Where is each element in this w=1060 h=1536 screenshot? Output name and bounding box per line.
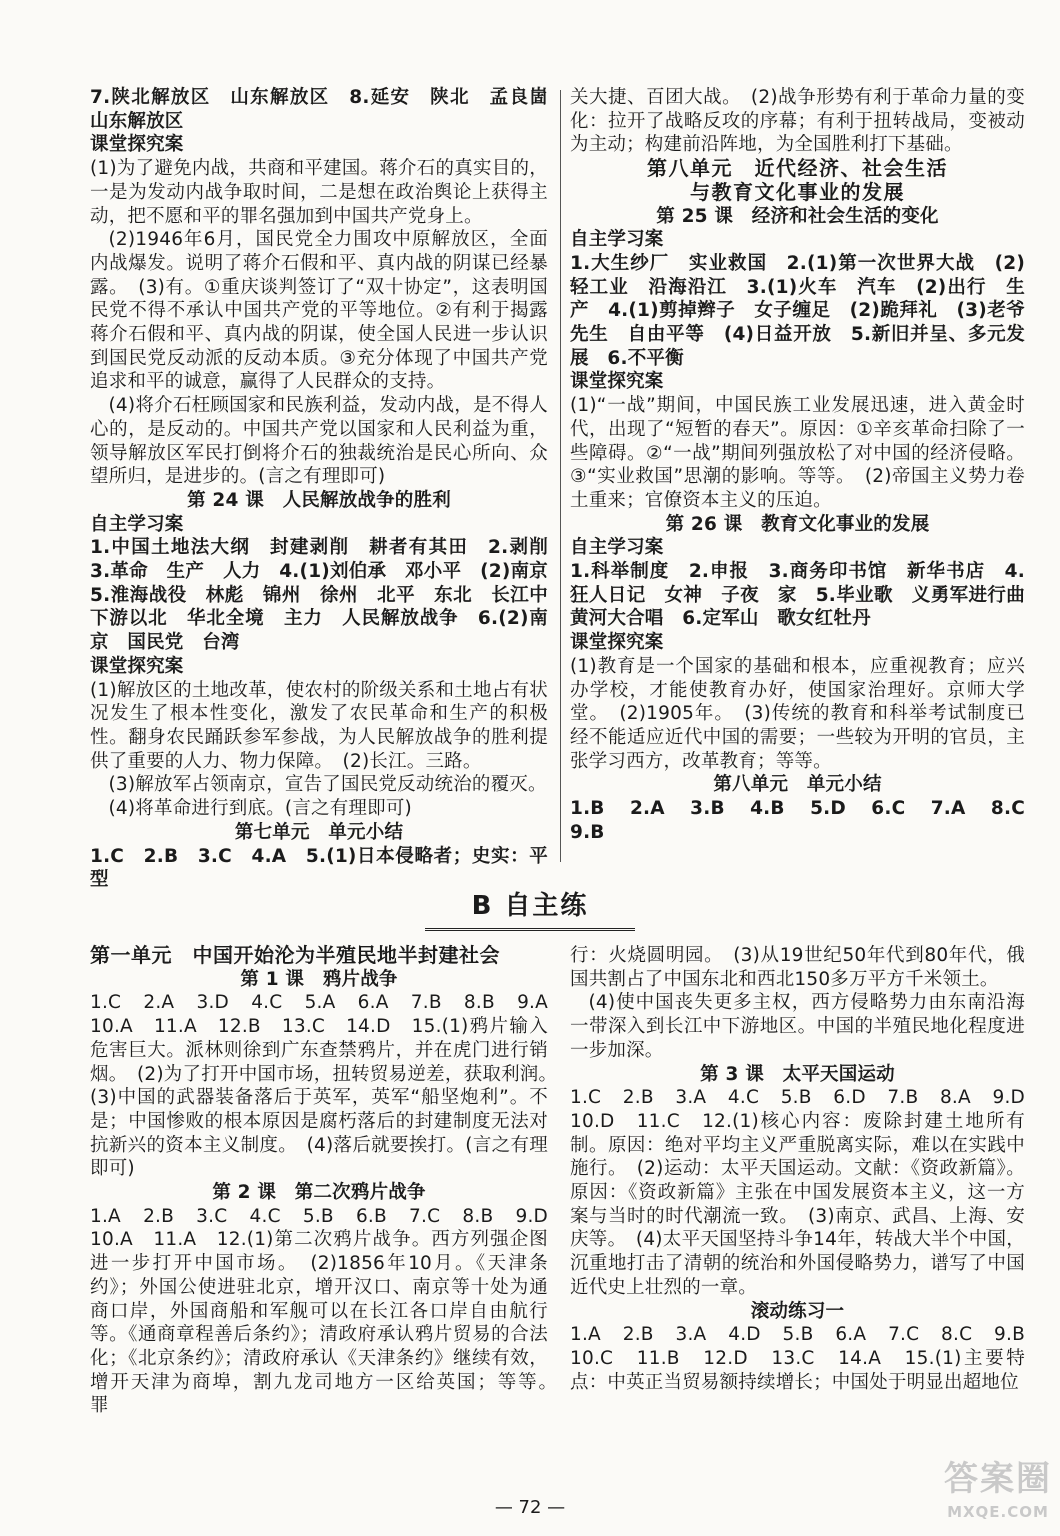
answer-paragraph: 关大捷、百团大战。 (2)战争形势有利于革命力量的变化：拉开了战略反攻的序幕；有利于扭转战局，变被动为主动；构建前沿阵地，为全国胜利打下基础。 <box>570 87 1025 156</box>
review-title: 滚动练习一 <box>750 1300 845 1322</box>
answer-paragraph: (1)“一战”期间，中国民族工业发展迅速，进入黄金时代，出现了“短暂的春天”。原因：①辛亥革命扫除了一些障碍。②“一战”期间列强放松了对中国的经济侵略。③“实业救国”思潮的影响。等等。 (2)帝国主义势力卷土重来；官僚资本主义的压迫。 <box>570 395 1025 511</box>
watermark-logo <box>940 1456 1056 1532</box>
unit-summary-title: 第八单元 单元小结 <box>713 774 882 796</box>
section-heading: 课堂探究案 <box>90 655 184 677</box>
answer-paragraph: 1.大生纱厂 实业救国 2.(1)第一次世界大战 (2)轻工业 沿海沿江 3.(1)火车 汽车 (2)出行 生产 4.(1)剪掉辫子 女子缠足 (2)跪拜礼 (3)老爷 先生 自由平等 (4)日益开放 5.新旧并呈、多元发展 6.不平衡 <box>570 252 1044 369</box>
answer-paragraph: 1.科举制度 2.申报 3.商务印书馆 新华书店 4.狂人日记 女神 子夜 家 5.毕业歌 义勇军进行曲 黄河大合唱 6.定军山 歌女红牡丹 <box>570 561 1044 630</box>
section-heading: 课堂探究案 <box>570 632 664 654</box>
bottom-left-column <box>90 943 567 1418</box>
answer-paragraph: 1.C 2.B 3.C 4.A 5.(1)日本侵略者；史实：平型 <box>90 845 548 891</box>
lesson-title: 第 25 课 经济和社会生活的变化 <box>656 205 939 227</box>
section-heading: 课堂探究案 <box>570 371 664 393</box>
top-right-column <box>570 86 1044 845</box>
answer-paragraph: 行：火烧圆明园。 (3)从19世纪50年代到80年代，俄国共割占了中国东北和西北150多万平方千米领土。 <box>570 945 1025 990</box>
answer-paragraph: 1.A 2.B 3.A 4.D 5.B 6.A 7.C 8.C 9.B 10.C 11.B 12.D 13.C 14.A 15.(1)主要特点：中英正当贸易额持续增长；中国处于明显出超地位 <box>570 1324 1044 1393</box>
answer-paragraph: (4)使中国丧失更多主权，西方侵略势力由东南沿海一带深入到长江中下游地区。中国的半殖民地化程度进一步加深。 <box>570 992 1025 1061</box>
lesson-title: 第 2 课 第二次鸦片战争 <box>212 1182 426 1204</box>
section-banner: B 自主练 <box>425 888 635 931</box>
answer-paragraph: (2)1946年6月，国民党全力围攻中原解放区，全面内战爆发。说明了蒋介石假和平、真内战的阴谋已经暴露。 (3)有。①重庆谈判签订了“双十协定”，这表明国民党不得不承认中国共产党的平等地位。②有利于揭露蒋介石假和平、真内战的阴谋，使全国人民进一步认识到国民党反动派的反动本质。③充分体现了中国共产党追求和平的诚意，赢得了人民群众的支持。 <box>90 229 548 393</box>
unit-title: 第一单元 中国开始沦为半殖民地半封建社会 <box>90 943 500 967</box>
answer-paragraph: 1.C 2.A 3.D 4.C 5.A 6.A 7.B 8.B 9.A 10.A 11.A 12.B 13.C 14.D 15.(1)鸦片输入危害巨大。派林则徐到广东查禁鸦片，并在虎门进行销烟。 (2)为了打开中国市场，扭转贸易逆差，获取利润。 (3)中国的武器装备落后于英军，英军“船坚炮利”。不是；中国惨败的根本原因是腐朽落后的封建制度无法对抗新兴的资本主义制度。 (4)落后就要挨打。(言之有理即可) <box>90 992 567 1180</box>
bottom-right-column <box>570 944 1044 1394</box>
answer-paragraph: (3)解放军占领南京，宣告了国民党反动统治的覆灭。 <box>108 774 547 796</box>
answer-paragraph: 1.A 2.B 3.C 4.C 5.B 6.B 7.C 8.B 9.D 10.A 11.A 12.(1)第二次鸦片战争。西方列强企图进一步打开中国市场。 (2)1856年10月。《天津条约》；外国公使进驻北京，增开汉口、南京等十处为通商口岸，外国商船和军舰可以在长江各口岸自由航行等。《通商章程善后条约》；清政府承认鸦片贸易的合法化；《北京条约》；清政府承认《天津条约》继续有效，增开天津为商埠，割九龙司地方一区给英国；等等。 罪 <box>90 1205 567 1417</box>
watermark-url: MXQE.COM <box>947 1503 1049 1521</box>
answer-paragraph: 1.C 2.B 3.A 4.C 5.B 6.D 7.B 8.A 9.D 10.D 11.C 12.(1)核心内容：废除封建土地所有制。原因：绝对平均主义严重脱离实际，难以在实践中施行。 (2)运动：太平天国运动。文献：《资政新篇》。原因：《资政新篇》主张在中国发展资本主义，这一方案与当时的时代潮流一致。 (3)南京、武昌、上海、安庆等。 (4)太平天国坚持斗争14年，转战大半个中国，沉重地打击了清朝的统治和外国侵略势力，谱写了中国近代史上壮烈的一章。 <box>570 1087 1044 1298</box>
lesson-title: 第 24 课 人民解放战争的胜利 <box>187 489 451 511</box>
unit-title-line2: 与教育文化事业的发展 <box>690 179 905 204</box>
lesson-title: 第 1 课 鸦片战争 <box>240 968 398 990</box>
section-heading: 课堂探究案 <box>90 134 184 156</box>
unit-summary-title: 第七单元 单元小结 <box>234 821 404 843</box>
answer-paragraph: (1)为了避免内战，共商和平建国。蒋介石的真实目的，一是为发动内战争取时间，二是想在政治舆论上获得主动，把不愿和平的罪名强加到中国共产党身上。 <box>90 158 548 227</box>
answer-paragraph: (4)将革命进行到底。(言之有理即可) <box>108 798 412 820</box>
answer-paragraph: (1)解放区的土地改革，使农村的阶级关系和土地占有状况发生了根本性变化，激发了农民革命和生产的积极性。翻身农民踊跃参军参战，为人民解放战争的胜利提供了重要的人力、物力保障。 (2)长江。三路。 <box>90 679 548 772</box>
page-number: — 72 — <box>494 1497 566 1518</box>
lesson-title: 第 3 课 太平天国运动 <box>700 1063 895 1085</box>
unit-title-line1: 第八单元 近代经济、社会生活 <box>647 156 948 181</box>
answer-paragraph: 1.B 2.A 3.B 4.B 5.D 6.C 7.A 8.C 9.B <box>570 798 1044 843</box>
watermark-text: 答案圈 <box>944 1459 1052 1499</box>
answer-paragraph: (1)教育是一个国家的基础和根本，应重视教育；应兴办学校，才能使教育办好，使国家治理好。京师大学堂。 (2)1905年。 (3)传统的教育和科举考试制度已经不能适应近代中国的需要；一些较为开明的官员，主张学习西方，改革教育；等等。 <box>570 655 1025 772</box>
section-heading: 自主学习案 <box>90 513 184 535</box>
section-heading: 自主学习案 <box>570 537 664 559</box>
section-heading: 自主学习案 <box>570 229 664 251</box>
lesson-title: 第 26 课 教育文化事业的发展 <box>665 513 930 535</box>
column-divider <box>560 90 561 862</box>
answer-paragraph: 7.陕北解放区 山东解放区 8.延安 陕北 孟良崮 山东解放区 <box>90 87 567 132</box>
top-left-column <box>90 86 567 892</box>
answer-paragraph: 1.中国土地法大纲 封建剥削 耕者有其田 2.剥削 3.革命 生产 人力 4.(1)刘伯承 邓小平 (2)南京 5.淮海战役 林彪 锦州 徐州 北平 东北 长江中下游以北 华北全境 主力 人民解放战争 6.(2)南京 国民党 台湾 <box>90 537 567 654</box>
answer-paragraph: (4)将介石枉顾国家和民族利益，发动内战，是不得人心的，是反动的。中国共产党以国家和人民利益为重，领导解放区军民打倒将介石的独裁统治是民心所向、众望所归，是进步的。(言之有理即可) <box>90 395 548 488</box>
